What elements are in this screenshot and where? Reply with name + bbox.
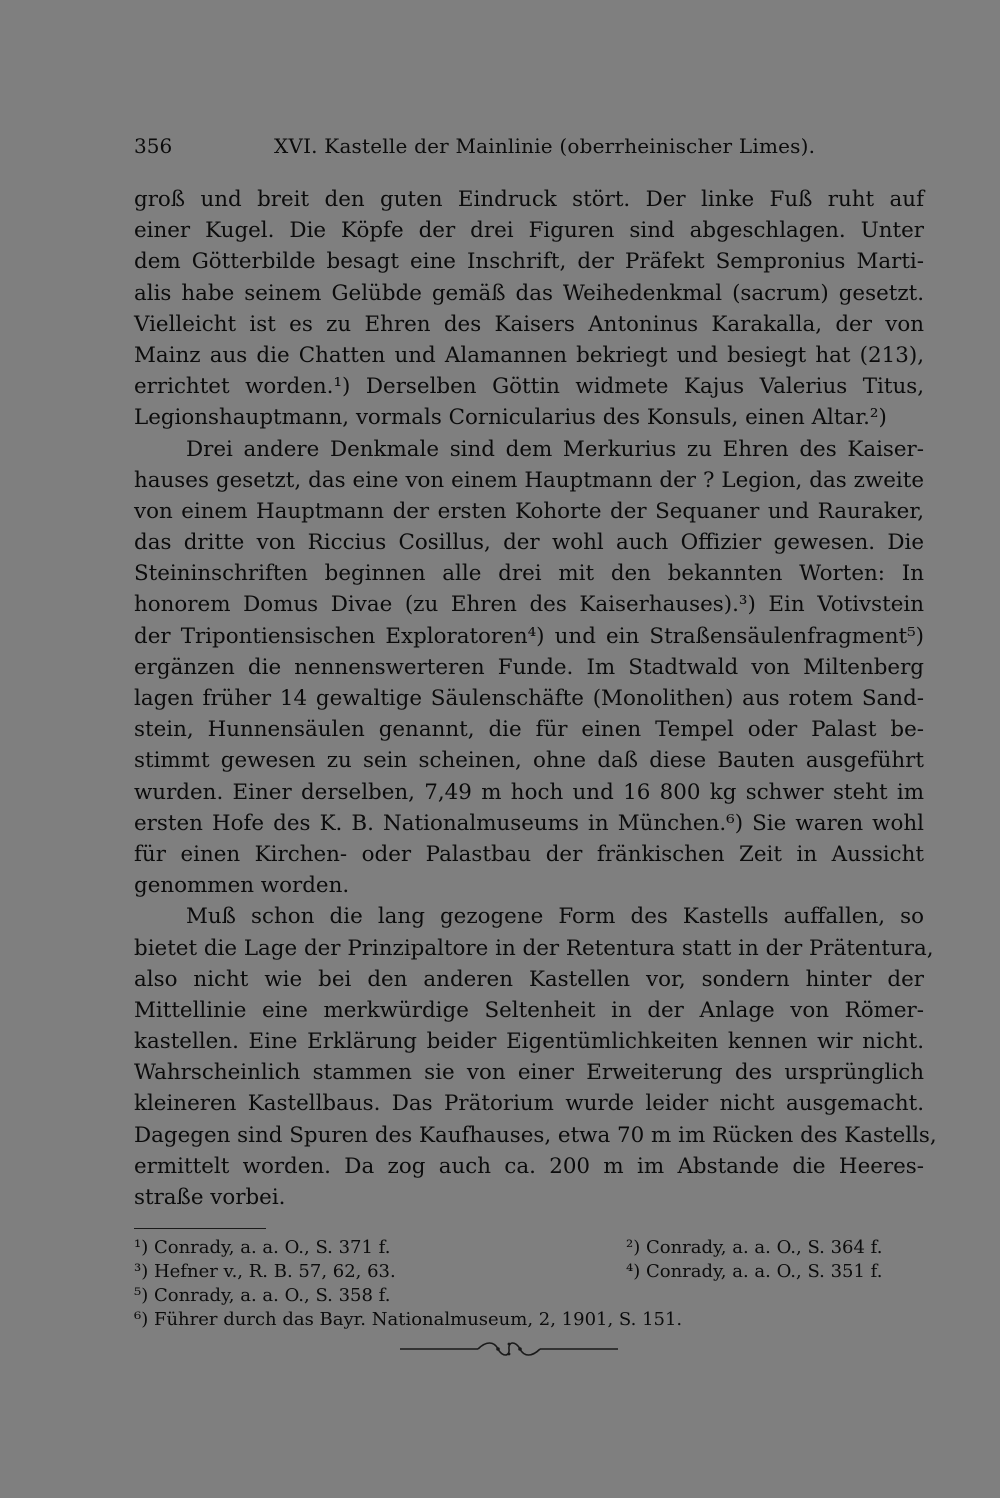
footnote-row — [134, 1308, 924, 1332]
footnotes — [134, 1236, 924, 1332]
text-line: alis habe seinem Gelübde gemäß das Weihedenkmal (sacrum) gesetzt. — [134, 280, 924, 306]
text-line: einer Kugel. Die Köpfe der drei Figuren sind abgeschlagen. Unter — [134, 218, 924, 244]
text-line: Mittellinie eine merkwürdige Seltenheit in der Anlage von Römer- — [134, 997, 924, 1023]
text-line: Legionshauptmann, vormals Cornicularius des Konsuls, einen Altar.²) — [134, 405, 887, 431]
text-line: der Tripontiensischen Exploratoren⁴) und ein Straßensäulenfragment⁵) — [134, 623, 924, 649]
text-line: also nicht wie bei den anderen Kastellen vor, sondern hinter der — [134, 966, 924, 992]
paragraph-2 — [134, 434, 924, 902]
text-line: genommen worden. — [134, 873, 350, 899]
text-line: Dagegen sind Spuren des Kaufhauses, etwa 70 m im Rücken des Kastells, — [134, 1122, 937, 1148]
text-line: stimmt gewesen zu sein scheinen, ohne daß diese Bauten ausgeführt — [134, 748, 924, 774]
footnote-row — [134, 1236, 924, 1260]
text-line: Wahrscheinlich stammen sie von einer Erweiterung des ursprünglich — [134, 1060, 924, 1086]
text-line: ermittelt worden. Da zog auch ca. 200 m im Abstande die Heeres- — [134, 1153, 924, 1179]
text-line: kastellen. Eine Erklärung beider Eigentümlichkeiten kennen wir nicht. — [134, 1029, 924, 1055]
text-line: straße vorbei. — [134, 1185, 286, 1210]
text-line: honorem Domus Divae (zu Ehren des Kaiserhauses).³) Ein Votivstein — [134, 592, 924, 618]
paragraph-3 — [134, 901, 937, 1213]
text-line: groß und breit den guten Eindruck stört. Der linke Fuß ruht auf — [134, 187, 924, 212]
end-of-section-flourish-icon — [398, 1338, 620, 1360]
text-line: stein, Hunnensäulen genannt, die für einen Tempel oder Palast be- — [134, 717, 924, 743]
text-line: das dritte von Riccius Cosillus, der wohl auch Offizier gewesen. Die — [134, 530, 924, 556]
text-line: lagen früher 14 gewaltige Säulenschäfte (Monolithen) aus rotem Sand- — [134, 686, 924, 711]
text-line: dem Götterbilde besagt eine Inschrift, der Präfekt Sempronius Marti- — [134, 249, 924, 275]
text-line: Drei andere Denkmale sind dem Merkurius zu Ehren des Kaiser- — [186, 436, 924, 462]
text-line: Steininschriften beginnen alle drei mit den bekannten Worten: In — [134, 561, 924, 587]
footnote-3: ³) Hefner v., R. B. 57, 62, 63. — [134, 1261, 396, 1282]
text-line: kleineren Kastellbaus. Das Prätorium wurde leider nicht ausgemacht. — [134, 1091, 924, 1117]
text-line: bietet die Lage der Prinzipaltore in der Retentura statt in der Prätentura, — [134, 935, 934, 961]
text-line: Muß schon die lang gezogene Form des Kastells auffallen, so — [186, 904, 924, 930]
footnote-4: ⁴) Conrady, a. a. O., S. 351 f. — [626, 1261, 883, 1282]
footnote-5: ⁵) Conrady, a. a. O., S. 358 f. — [134, 1285, 391, 1306]
footnote-separator — [134, 1228, 266, 1229]
footnote-6: ⁶) Führer durch das Bayr. Nationalmuseum, 2, 1901, S. 151. — [134, 1309, 683, 1330]
text-line: hauses gesetzt, das eine von einem Hauptmann der ? Legion, das zweite — [134, 467, 924, 493]
text-line: Vielleicht ist es zu Ehren des Kaisers Antoninus Karakalla, der von — [134, 311, 924, 337]
footnote-row — [134, 1284, 924, 1308]
text-line: für einen Kirchen- oder Palastbau der fränkischen Zeit in Aussicht — [134, 841, 924, 867]
text-line: Mainz aus die Chatten und Alamannen bekriegt und besiegt hat (213), — [134, 342, 924, 368]
main-text — [134, 184, 937, 1213]
footnote-row — [134, 1260, 924, 1284]
running-title: XVI. Kastelle der Mainlinie (oberrheinischer Limes). — [274, 134, 816, 158]
page-number: 356 — [134, 134, 173, 158]
text-line: wurden. Einer derselben, 7,49 m hoch und 16 800 kg schwer steht im — [134, 779, 924, 805]
text-line: von einem Hauptmann der ersten Kohorte der Sequaner und Rauraker, — [134, 498, 924, 524]
footnote-2: ²) Conrady, a. a. O., S. 364 f. — [626, 1237, 883, 1258]
text-line: errichtet worden.¹) Derselben Göttin widmete Kajus Valerius Titus, — [134, 374, 924, 400]
running-header — [134, 126, 924, 170]
footnote-1: ¹) Conrady, a. a. O., S. 371 f. — [134, 1237, 391, 1258]
text-line: ergänzen die nennenswerteren Funde. Im Stadtwald von Miltenberg — [134, 654, 924, 680]
paragraph-1 — [134, 184, 924, 434]
text-line: ersten Hofe des K. B. Nationalmuseums in München.⁶) Sie waren wohl — [134, 810, 924, 836]
